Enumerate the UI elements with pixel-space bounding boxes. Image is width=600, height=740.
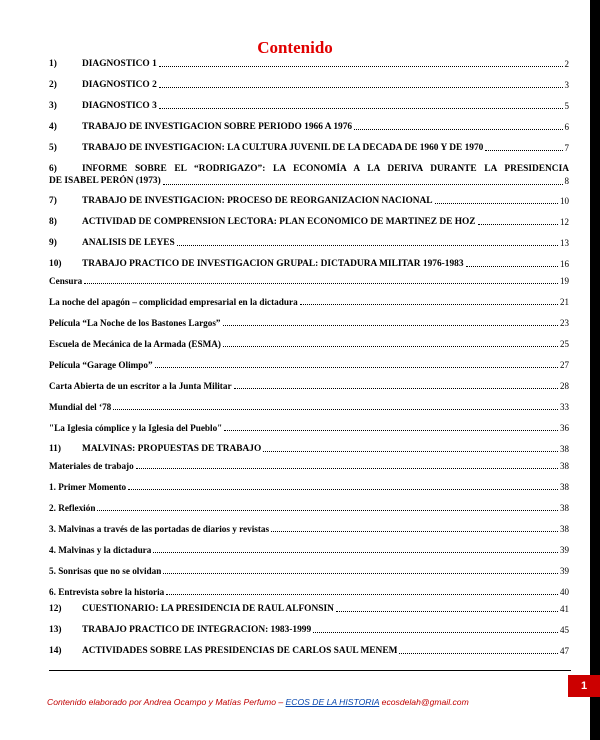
leader-dots [336,611,558,612]
leader-dots [163,573,558,574]
leader-dots [163,184,563,185]
toc-page-number: 33 [560,402,569,412]
toc-entry-text: 5. Sonrisas que no se olvidan [49,566,162,576]
toc-entry[interactable] [49,79,569,90]
leader-dots [97,510,558,511]
toc-entry-text: ACTIVIDADES SOBRE LAS PRESIDENCIAS DE CARLOS SAÚL MENEM [82,646,398,656]
footer-link[interactable]: ECOS DE LA HISTORIA [285,697,380,707]
toc-page-number: 38 [560,444,569,454]
toc-page-number: 23 [560,318,569,328]
leader-dots [159,66,563,67]
toc-page-number: 39 [560,545,569,555]
toc-page-number: 45 [560,625,569,635]
toc-subentry[interactable] [49,502,569,513]
toc-subentry[interactable] [49,317,569,328]
leader-dots [159,87,563,88]
toc-entry[interactable] [49,603,569,614]
toc-entry-number: 4) [49,122,57,132]
toc-entry-text: 3. Malvinas a través de las portadas de diarios y revistas [49,524,270,534]
toc-subentry[interactable] [49,565,569,576]
toc-page-number: 21 [560,297,569,307]
toc-entry-text: DIAGNÓSTICO 1 [82,59,157,69]
toc-entry-text: TRABAJO PRÁCTICO DE INTEGRACIÓN: 1983-1999 [82,625,312,635]
toc-entry[interactable] [49,645,569,656]
leader-dots [153,552,558,553]
toc-entry-text: 1. Primer Momento [49,482,127,492]
toc-entry-number: 3) [49,101,57,111]
footer-credit [47,697,469,707]
toc-subentry[interactable] [49,401,569,412]
toc-entry-number: 12) [49,604,62,614]
toc-entry-text: DIAGNÓSTICO 3 [82,101,157,111]
toc-page-number: 10 [560,196,569,206]
toc-page-number: 16 [560,259,569,269]
toc-page-number: 19 [560,276,569,286]
toc-subentry[interactable] [49,544,569,555]
toc-entry[interactable] [49,121,569,132]
toc-page-number: 27 [560,360,569,370]
toc-page-number: 5 [564,101,569,111]
leader-dots [263,451,558,452]
page-number-badge: 1 [568,675,600,697]
toc-entry-text: TRABAJO PRÁCTICO DE INVESTIGACIÓN GRUPAL: DICTADURA MILITAR 1976-1983 [82,259,464,269]
toc-entry-number: 2) [49,80,57,90]
table-of-contents [49,58,569,656]
leader-dots [84,283,558,284]
leader-dots [128,489,558,490]
toc-page-number: 12 [560,217,569,227]
toc-entry-text: Materiales de trabajo [49,461,134,471]
toc-page-number: 39 [560,566,569,576]
toc-title: Contenido [257,38,333,57]
leader-dots [485,150,562,151]
toc-entry-text: DIAGNÓSTICO 2 [82,80,157,90]
toc-page-number: 36 [560,423,569,433]
toc-page-number: 7 [564,143,569,153]
toc-entry-text: MALVINAS: PROPUESTAS DE TRABAJO [82,444,262,454]
leader-dots [166,594,558,595]
toc-entry-text: Escuela de Mecánica de la Armada (ESMA) [49,339,221,349]
toc-entry-text: TRABAJO DE INVESTIGACIÓN SOBRE PERIODO 1966 A 1976 [82,122,353,132]
toc-subentry[interactable] [49,523,569,534]
toc-page-number: 41 [560,604,569,614]
toc-entry-text: Película “La Noche de los Bastones Largos” [49,318,221,328]
toc-subentry[interactable] [49,380,569,391]
leader-dots [155,367,558,368]
leader-dots [300,304,558,305]
toc-entry-text: 4. Malvinas y la dictadura [49,545,152,555]
toc-entry-number: 5) [49,143,57,153]
toc-entry-text: Carta Abierta de un escritor a la Junta Militar [49,381,232,391]
footer-suffix: ecosdelah@gmail.com [379,697,469,707]
toc-page-number: 40 [560,587,569,597]
toc-entry[interactable] [49,258,569,269]
toc-entry[interactable] [49,237,569,248]
toc-entry[interactable] [49,216,569,227]
footer-prefix: Contenido elaborado por Andrea Ocampo y Matías Perfumo – [47,697,286,707]
leader-dots [224,430,558,431]
toc-entry-text: ACTIVIDAD DE COMPRENSIÓN LECTORA: PLAN ECONÓMICO DE MARTÍNEZ DE HOZ [82,217,476,227]
toc-entry-text-continued: DE ISABEL PERÓN (1973) [49,176,161,186]
toc-subentry[interactable] [49,296,569,307]
toc-entry-text: Película “Garage Olimpo” [49,360,153,370]
toc-entry-text: 6. Entrevista sobre la historia [49,587,165,597]
toc-entry[interactable] [49,624,569,635]
leader-dots [478,224,558,225]
toc-entry-text: CUESTIONARIO: LA PRESIDENCIA DE RAÚL ALFONSÍN [82,604,334,614]
toc-entry-text: La noche del apagón – complicidad empresarial en la dictadura [49,297,298,307]
leader-dots [399,653,558,654]
toc-entry-number: 6) [49,164,57,174]
toc-entry-number: 13) [49,625,62,635]
leader-dots [313,632,558,633]
toc-subentry[interactable] [49,338,569,349]
leader-dots [466,266,558,267]
toc-entry-text: 2. Reflexión [49,503,96,513]
leader-dots [136,468,558,469]
toc-entry-text: INFORME SOBRE EL “RODRIGAZO”: LA ECONOMÍA A LA DERIVA DURANTE LA PRESIDENCIA [82,164,569,174]
toc-page-number: 2 [564,59,569,69]
leader-dots [223,325,559,326]
toc-page-number: 47 [560,646,569,656]
leader-dots [354,129,562,130]
toc-page-number: 38 [560,482,569,492]
toc-entry-number: 10) [49,259,62,269]
toc-subentry[interactable] [49,422,569,433]
toc-page-number: 38 [560,524,569,534]
toc-entry-number: 8) [49,217,57,227]
toc-page-number: 25 [560,339,569,349]
toc-entry[interactable] [49,163,569,187]
toc-subentry[interactable] [49,586,569,597]
leader-dots [271,531,558,532]
toc-entry-text: Censura [49,276,83,286]
toc-entry-number: 1) [49,59,57,69]
toc-entry[interactable] [49,443,569,454]
leader-dots [113,409,558,410]
toc-entry-number: 14) [49,646,62,656]
toc-entry-text: ANÁLISIS DE LEYES [82,238,175,248]
leader-dots [223,346,558,347]
toc-entry-number: 7) [49,196,57,206]
leader-dots [234,388,558,389]
toc-page-number: 13 [560,238,569,248]
toc-subentry[interactable] [49,275,569,286]
toc-page-number: 8 [564,176,569,186]
toc-entry[interactable] [49,195,569,206]
toc-page-number: 3 [564,80,569,90]
footer-divider [49,670,571,671]
toc-entry[interactable] [49,100,569,111]
toc-subentry[interactable] [49,359,569,370]
toc-page-number: 6 [564,122,569,132]
leader-dots [159,108,563,109]
toc-entry[interactable] [49,142,569,153]
toc-entry-number: 9) [49,238,57,248]
toc-subentry[interactable] [49,460,569,471]
toc-page-number: 38 [560,503,569,513]
toc-subentry[interactable] [49,481,569,492]
toc-entry-number: 11) [49,444,61,454]
toc-page-number: 38 [560,461,569,471]
leader-dots [177,245,558,246]
toc-entry-text: TRABAJO DE INVESTIGACIÓN: PROCESO DE REORGANIZACIÓN NACIONAL [82,196,433,206]
toc-entry-text: TRABAJO DE INVESTIGACIÓN: LA CULTURA JUVENIL DE LA DÉCADA DE 1960 Y DE 1970 [82,143,484,153]
toc-entry[interactable] [49,58,569,69]
leader-dots [435,203,558,204]
toc-entry-text: Mundial del ‘78 [49,402,112,412]
toc-page-number: 28 [560,381,569,391]
toc-entry-text: "La Iglesia cómplice y la Iglesia del Pueblo" [49,423,223,433]
